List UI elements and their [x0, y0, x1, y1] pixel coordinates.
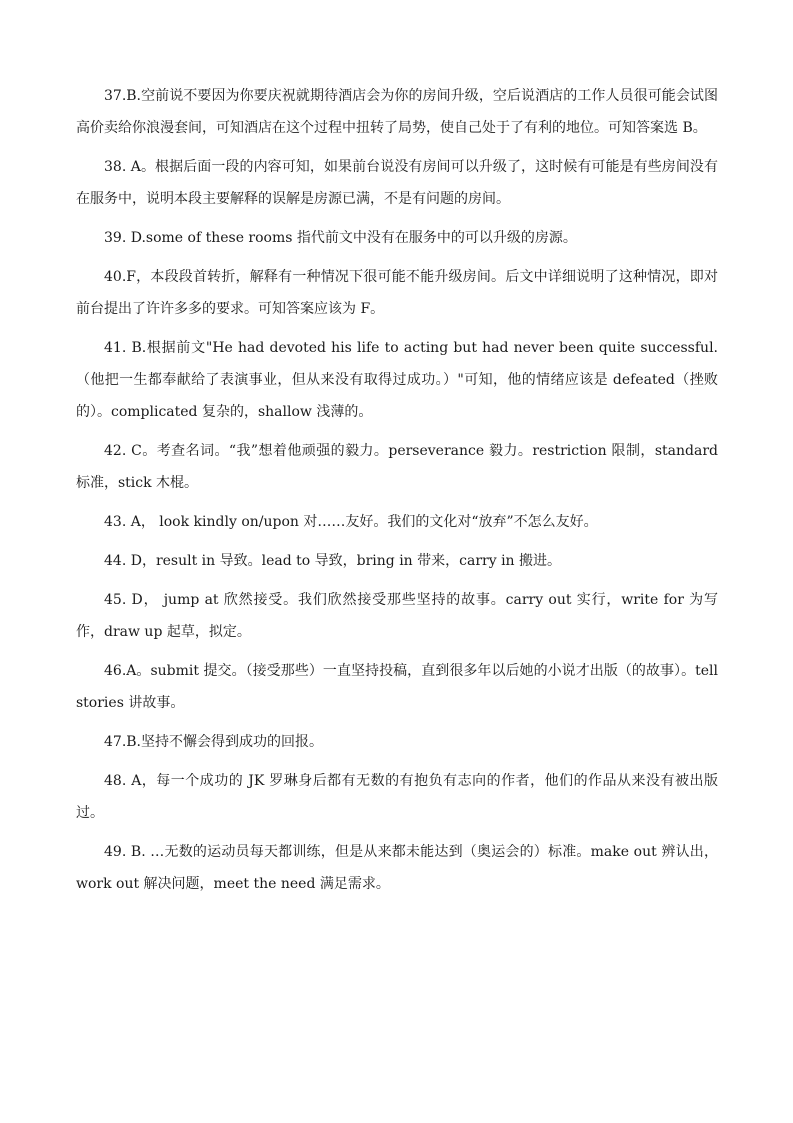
explanation-40: 40.F，本段段首转折，解释有一种情况下很可能不能升级房间。后文中详细说明了这种情况，即对前台提出了许许多多的要求。可知答案应该为 F。 [76, 269, 718, 317]
explanation-38: 38. A。根据后面一段的内容可知，如果前台说没有房间可以升级了，这时候有可能是有些房间没有在服务中，说明本段主要解释的误解是房源已满，不是有问题的房间。 [76, 159, 718, 207]
explanation-48: 48. A，每一个成功的 JK 罗琳身后都有无数的有抱负有志向的作者，他们的作品从来没有被出版过。 [76, 773, 718, 821]
explanation-44: 44. D，result in 导致。lead to 导致，bring in 带来，carry in 搬进。 [104, 553, 562, 569]
answer-explanations [76, 80, 718, 900]
explanation-45: 45. D， jump at 欣然接受。我们欣然接受那些坚持的故事。carry out 实行，write for 为写作，draw up 起草，拟定。 [76, 592, 718, 640]
explanation-37: 37.B.空前说不要因为你要庆祝就期待酒店会为你的房间升级，空后说酒店的工作人员很可能会试图高价卖给你浪漫套间，可知酒店在这个过程中扭转了局势，使自己处于了有利的地位。可知答案选 B。 [76, 88, 718, 136]
explanation-47: 47.B.坚持不懈会得到成功的回报。 [104, 734, 324, 750]
explanation-49: 49. B. …无数的运动员每天都训练，但是从来都未能达到（奥运会的）标准。make out 辨认出，work out 解决问题，meet the need 满足需求。 [76, 844, 718, 892]
explanation-43: 43. A， look kindly on/upon 对……友好。我们的文化对“放弃”不怎么友好。 [104, 514, 598, 530]
explanation-46: 46.A。submit 提交。（接受那些）一直坚持投稿，直到很多年以后她的小说才出版（的故事）。tell stories 讲故事。 [76, 663, 718, 711]
explanation-41: 41. B.根据前文"He had devoted his life to acting but had never been quite successful. （他把一生都奉献给了表演事业，但从来没有取得过成功。）"可知，他的情绪应该是 defeated（挫败的）。complicated 复杂的，shallow 浅薄的。 [76, 340, 718, 420]
explanation-39: 39. D.some of these rooms 指代前文中没有在服务中的可以升级的房源。 [104, 230, 577, 246]
explanation-42: 42. C。考查名词。“我”想着他顽强的毅力。perseverance 毅力。restriction 限制，standard 标准，stick 木棍。 [76, 443, 718, 491]
